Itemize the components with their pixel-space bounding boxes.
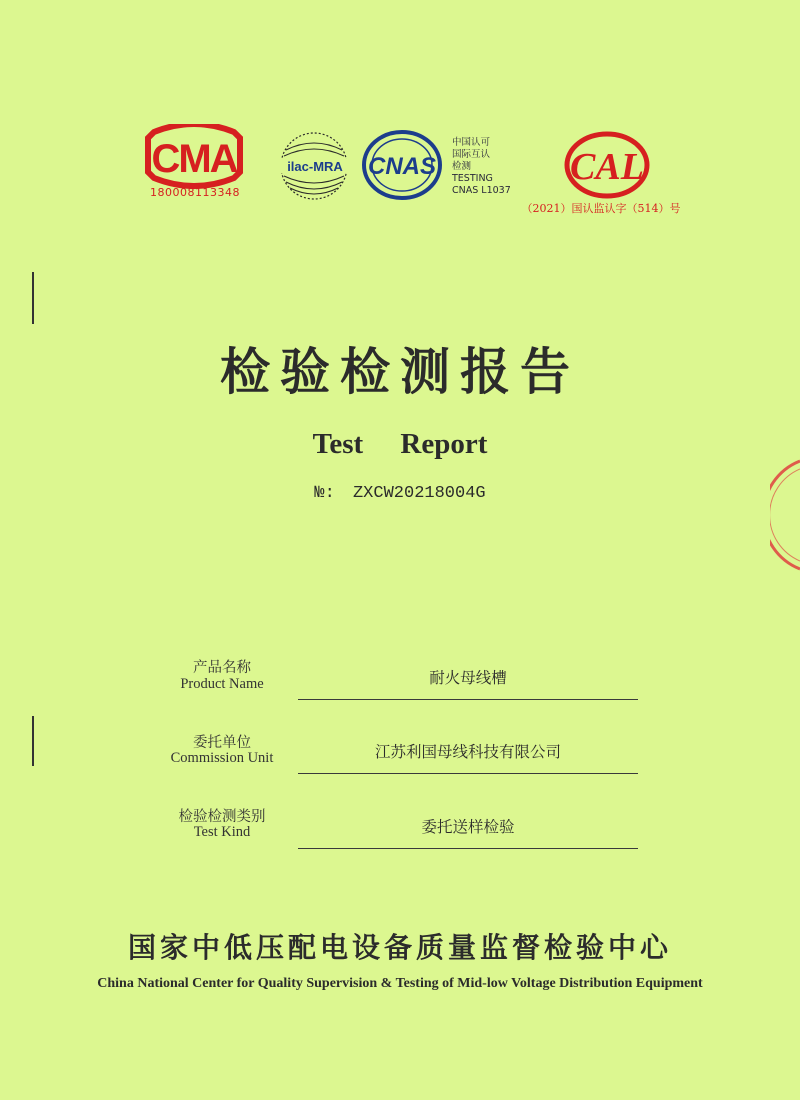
cnas-line: CNAS L1037 [452, 185, 511, 196]
ilac-mra-logo [276, 128, 356, 204]
product-name-value: 耐火母线槽 [429, 669, 507, 687]
cnas-line: 国际互认 [452, 149, 491, 160]
cnas-line: 检测 [452, 161, 472, 172]
commission-unit-value: 江苏利国母线科技有限公司 [374, 743, 561, 761]
margin-mark [32, 272, 34, 324]
cma-number: 180008113348 [150, 186, 240, 199]
test-kind-value: 委托送样检验 [421, 818, 515, 836]
seal-stamp-partial [770, 455, 800, 575]
cal-logo [562, 130, 652, 200]
cnas-caption [452, 137, 511, 197]
svg-text:CAL: CAL [570, 146, 644, 188]
report-number-value: ZXCW20218004G [352, 484, 486, 503]
cnas-line: TESTING [452, 173, 493, 184]
report-title-en: Test Report [312, 428, 488, 460]
test-kind-underline [298, 848, 638, 849]
test-kind-label-cn: 检验检测类别 [178, 809, 266, 825]
report-title-cn: 检验检测报告 [220, 342, 580, 401]
cal-number: （2021）国认监认字（514）号 [521, 202, 681, 215]
product-name-underline [298, 699, 638, 700]
cnas-line: 中国认可 [452, 137, 491, 148]
commission-unit-label-cn: 委托单位 [193, 735, 251, 751]
product-name-label-en: Product Name [180, 676, 264, 692]
svg-text:CMA: CMA [151, 137, 237, 181]
issuer-name-en: China National Center for Quality Supervision & Testing of Mid-low Voltage Distribution Equipment [97, 976, 703, 991]
report-number [0, 484, 800, 503]
issuer-name-cn: 国家中低压配电设备质量监督检验中心 [127, 931, 672, 964]
svg-text:CNAS: CNAS [367, 153, 437, 180]
report-number-label: №: [314, 484, 335, 503]
commission-unit-label-en: Commission Unit [170, 750, 274, 766]
test-kind-label-en: Test Kind [193, 824, 251, 840]
margin-mark [32, 716, 34, 766]
cnas-logo [360, 128, 444, 202]
svg-text:ilac-MRA: ilac-MRA [287, 159, 343, 174]
product-name-label-cn: 产品名称 [193, 660, 251, 676]
commission-unit-underline [298, 773, 638, 774]
